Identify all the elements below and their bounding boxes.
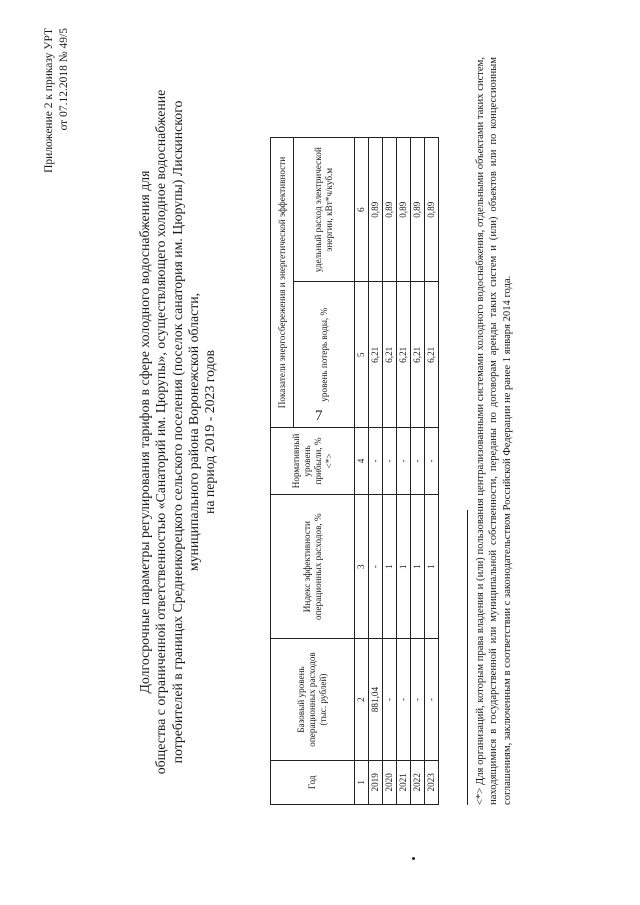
footnote: <*> Для организаций, которым права владения и (или) пользования централизованными системами холодного водоснабжения, отдельными объектами таких систем, находящимися в государственной или муниципальной собственности, переданы по договорам аренды таких систем и (или) объектов или по концессионным соглашениям, заключенным в соответствии с законодательством Российской Федерации не ранее 1 января 2014 года.: [475, 57, 513, 805]
cell-year: 2022: [411, 760, 425, 804]
cell-loss: 6,21: [425, 282, 439, 428]
cell-base: -: [397, 639, 411, 760]
cell-energy: 0,89: [397, 138, 411, 282]
table-row: [369, 138, 383, 805]
cell-base: -: [425, 639, 439, 760]
header-water-loss: уровень потерь воды, %: [294, 282, 355, 428]
header-base-level: Базовый уровень операционных расходов (тыс. рублей): [271, 639, 355, 760]
cell-base: -: [411, 639, 425, 760]
scan-dot: [412, 857, 415, 860]
footnote-divider: [467, 510, 468, 805]
cell-profit: -: [383, 428, 397, 495]
header-energy-group: Показатели энергосбережения и энергетической эффективности: [271, 138, 294, 428]
table-row: [383, 138, 397, 805]
tariff-parameters-table: [270, 137, 439, 805]
cell-profit: -: [425, 428, 439, 495]
rotated-document-sheet: [22, 12, 582, 852]
header-efficiency-index: Индекс эффективности операционных расходов, %: [271, 494, 355, 639]
cell-year: 2021: [397, 760, 411, 804]
column-number: 4: [355, 428, 369, 495]
cell-profit: -: [397, 428, 411, 495]
title-line: на период 2019 - 2023 годов: [202, 349, 218, 515]
cell-loss: 6,21: [397, 282, 411, 428]
cell-energy: 0,89: [383, 138, 397, 282]
title-line: общества с ограниченной ответственностью «Санаторий им. Цюрупы», осуществляющего холодное водоснабжение: [153, 89, 169, 775]
title-line: Долгосрочные параметры регулирования тарифов в сфере холодного водоснабжения для: [137, 170, 152, 694]
cell-loss: 6,21: [383, 282, 397, 428]
cell-profit: -: [369, 428, 383, 495]
cell-energy: 0,89: [369, 138, 383, 282]
table-row: [425, 138, 439, 805]
cell-base: -: [383, 639, 397, 760]
page-number: 7: [315, 408, 323, 424]
table-row: [411, 138, 425, 805]
approval-reference: [42, 28, 72, 173]
cell-energy: 0,89: [411, 138, 425, 282]
cell-loss: 6,21: [411, 282, 425, 428]
title-line: муниципального района Воронежской области,: [185, 292, 201, 572]
document-title: [137, 12, 218, 852]
table-row: [397, 138, 411, 805]
cell-year: 2020: [383, 760, 397, 804]
header-energy-consumption: удельный расход электрической энергии, кВт*ч/куб.м: [294, 138, 355, 282]
approval-line-1: Приложение 2 к приказу УРТ: [43, 28, 55, 173]
cell-loss: 6,21: [369, 282, 383, 428]
column-number: 1: [355, 760, 369, 804]
cell-index: 1: [425, 494, 439, 639]
cell-base: 881,04: [369, 639, 383, 760]
cell-year: 2023: [425, 760, 439, 804]
header-year: Год: [271, 760, 355, 804]
cell-index: 1: [411, 494, 425, 639]
cell-profit: -: [411, 428, 425, 495]
column-number: 2: [355, 639, 369, 760]
title-line: потребителей в границах Среднеикорецкого сельского поселения (поселок санатория им. Цюрупы) Лискинского: [169, 100, 185, 764]
cell-energy: 0,89: [425, 138, 439, 282]
cell-index: -: [369, 494, 383, 639]
header-normative-profit: Нормативный уровень прибыли, % <*>: [271, 428, 355, 495]
approval-line-2: от 07.12.2018 № 49/5: [58, 28, 70, 131]
cell-year: 2019: [369, 760, 383, 804]
cell-index: 1: [383, 494, 397, 639]
column-number: 6: [355, 138, 369, 282]
column-number: 3: [355, 494, 369, 639]
cell-index: 1: [397, 494, 411, 639]
column-number: 5: [355, 282, 369, 428]
